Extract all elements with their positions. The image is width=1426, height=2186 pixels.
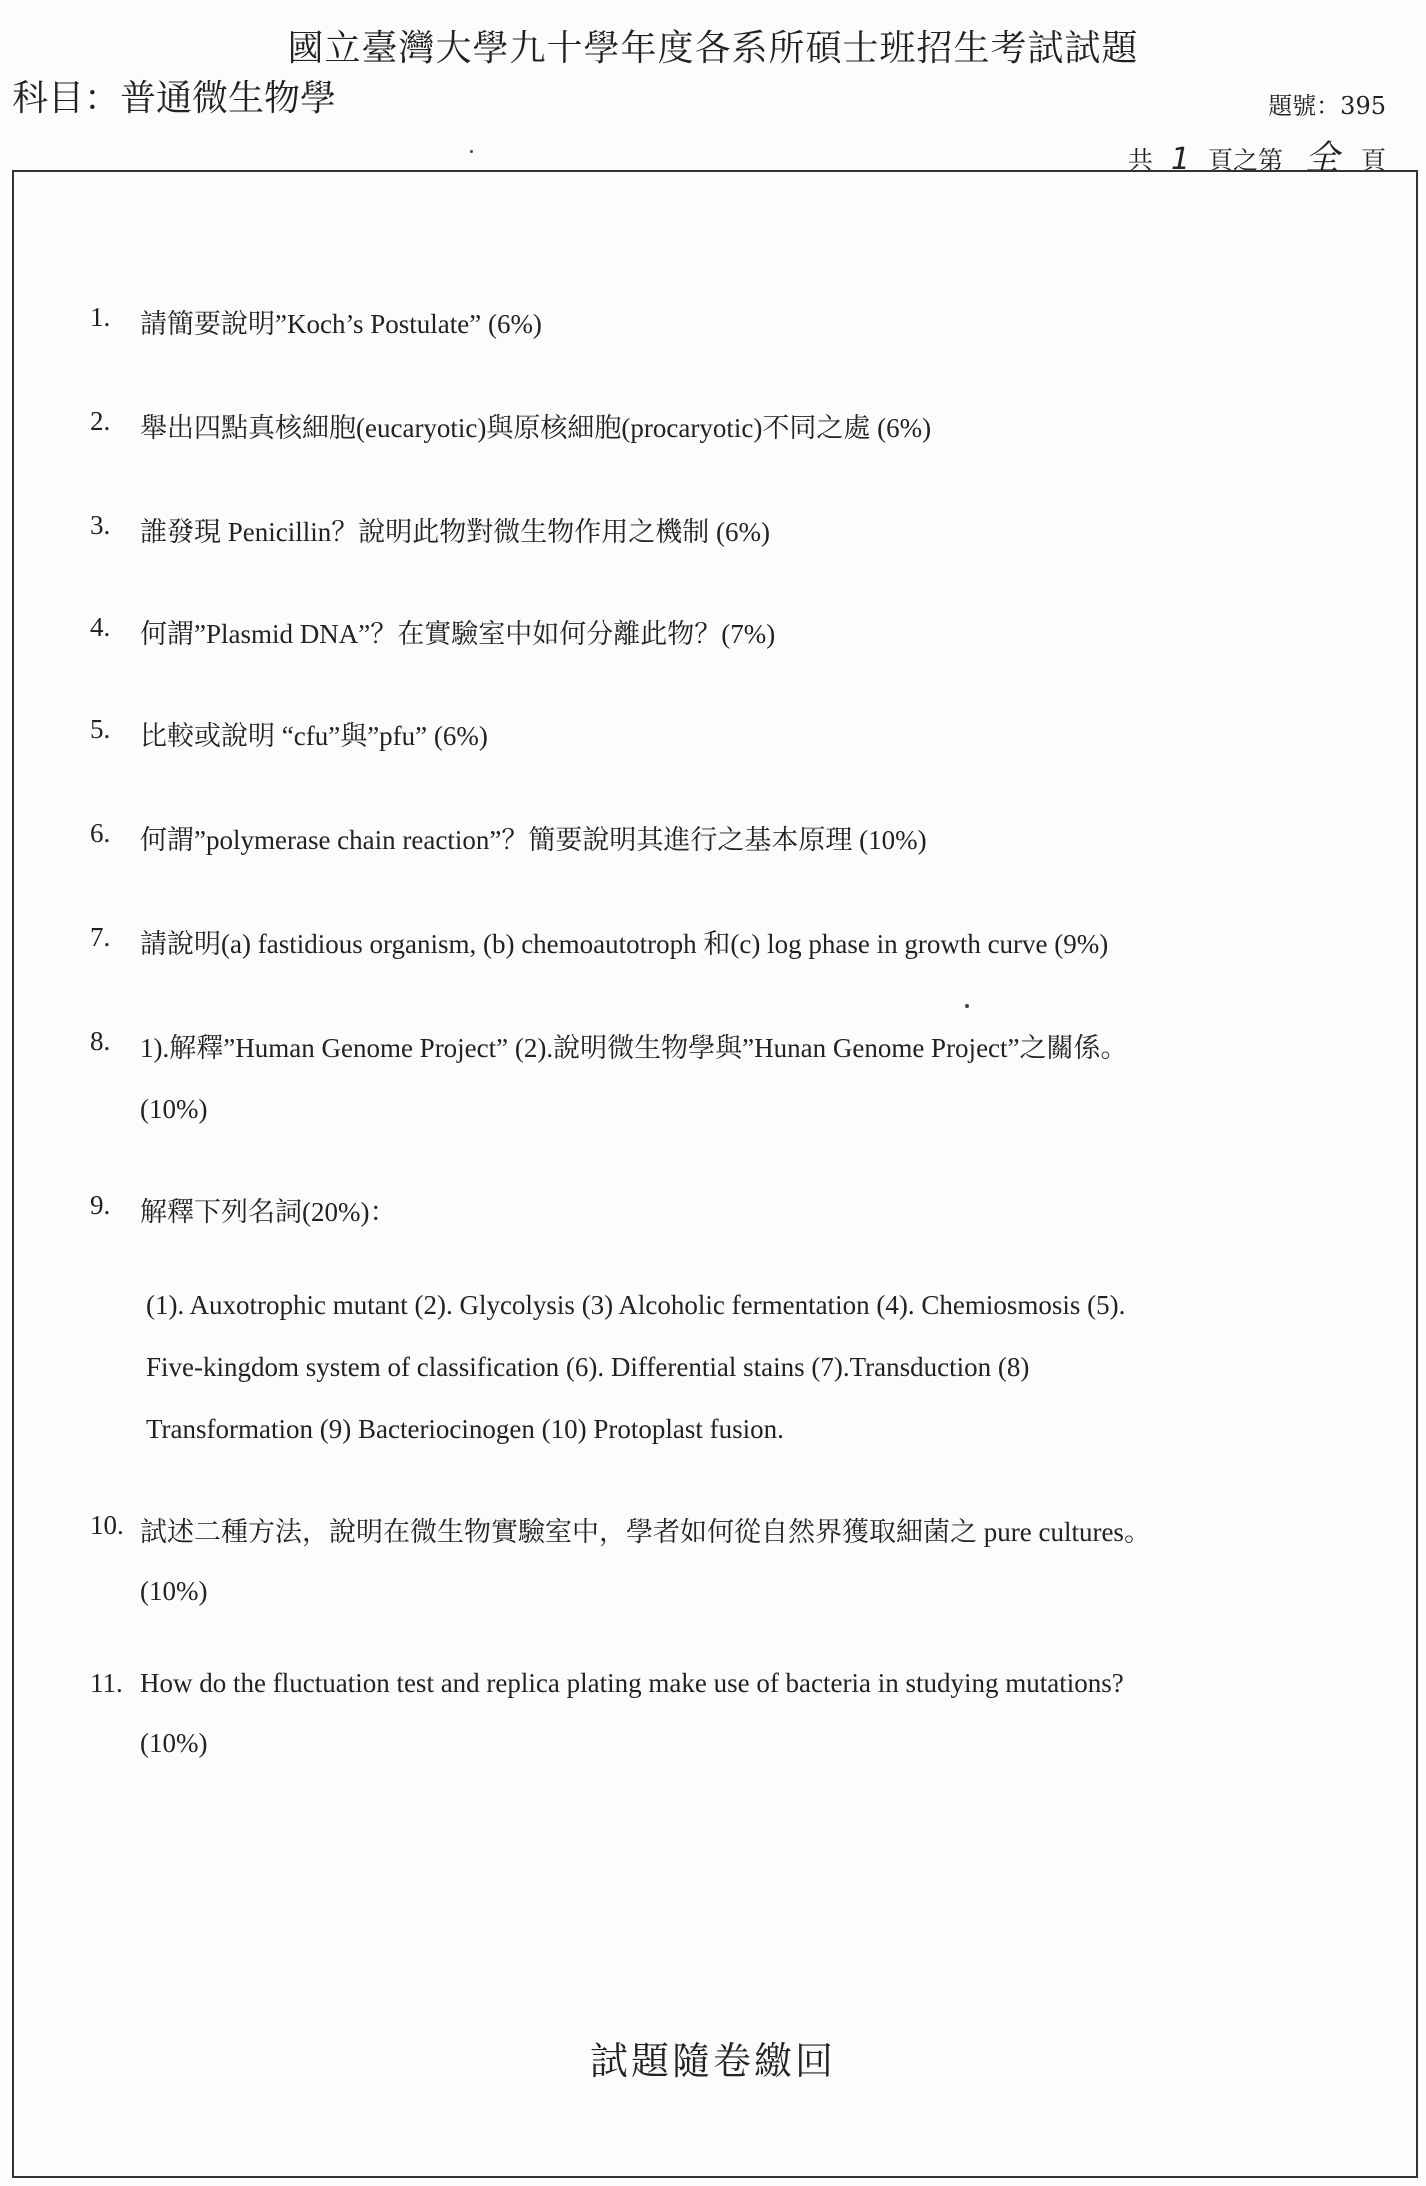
exam-title: 國立臺灣大學九十學年度各系所碩士班招生考試試題 <box>287 28 1139 69</box>
page-label: 頁 <box>1360 146 1386 175</box>
question-number: 11. <box>90 1668 123 1698</box>
question-number: 6. <box>90 818 111 848</box>
question-text: 舉出四點真核細胞(eucaryotic)與原核細胞(procaryotic)不同之處 (6%) <box>140 413 932 443</box>
question-number: 1. <box>90 302 111 332</box>
question-text: 試述二種方法，說明在微生物實驗室中，學者如何從自然界獲取細菌之 pure cultures。 <box>140 1517 1151 1547</box>
question-number: 2. <box>90 406 111 436</box>
question-points: (10%) <box>140 1576 208 1606</box>
scan-speck <box>470 150 473 153</box>
term-list-line: (1). Auxotrophic mutant (2). Glycolysis (3) Alcoholic fermentation (4). Chemiosmosis (5). <box>146 1290 1126 1320</box>
question-text: 誰發現 Penicillin？說明此物對微生物作用之機制 (6%) <box>140 517 770 547</box>
question-number: 4. <box>90 612 111 642</box>
question-points: (10%) <box>140 1728 208 1758</box>
question-number: 3. <box>90 510 111 540</box>
question-text: 1).解釋”Human Genome Project” (2).說明微生物學與”Hunan Genome Project”之關係。 <box>140 1033 1128 1063</box>
question-number: 10. <box>90 1510 124 1540</box>
question-number: 5. <box>90 714 111 744</box>
exam-subject: 科目：普通微生物學 <box>12 78 337 119</box>
question-number: 7. <box>90 922 111 952</box>
page-of-label: 頁之第 <box>1207 146 1283 175</box>
term-list-line: Five-kingdom system of classification (6). Differential stains (7).Transduction (8) <box>146 1352 1030 1382</box>
return-notice: 試題隨卷繳回 <box>589 2039 836 2083</box>
question-text: How do the fluctuation test and replica plating make use of bacteria in studying mutations? <box>140 1668 1124 1698</box>
question-points: (10%) <box>140 1094 208 1124</box>
question-number: 9. <box>90 1190 111 1220</box>
scan-speck <box>965 1004 969 1008</box>
question-text: 請簡要說明”Koch’s Postulate” (6%) <box>140 309 542 339</box>
question-frame <box>12 170 1418 2178</box>
question-text: 解釋下列名詞(20%)： <box>140 1197 397 1227</box>
question-text: 比較或說明 “cfu”與”pfu” (6%) <box>140 721 488 751</box>
question-number: 8. <box>90 1026 111 1056</box>
question-text: 何謂”Plasmid DNA”？在實驗室中如何分離此物？(7%) <box>140 619 776 649</box>
question-text: 何謂”polymerase chain reaction”？簡要說明其進行之基本原理 (10%) <box>140 825 927 855</box>
page-total-label: 共 <box>1127 146 1153 175</box>
exam-number: 題號：395 <box>1268 92 1386 120</box>
page-current-value: 全 <box>1304 138 1339 178</box>
page-total-value: 1 <box>1170 142 1190 177</box>
question-text: 請說明(a) fastidious organism, (b) chemoautotroph 和(c) log phase in growth curve (9%) <box>140 929 1109 959</box>
term-list-line: Transformation (9) Bacteriocinogen (10) Protoplast fusion. <box>146 1414 784 1444</box>
